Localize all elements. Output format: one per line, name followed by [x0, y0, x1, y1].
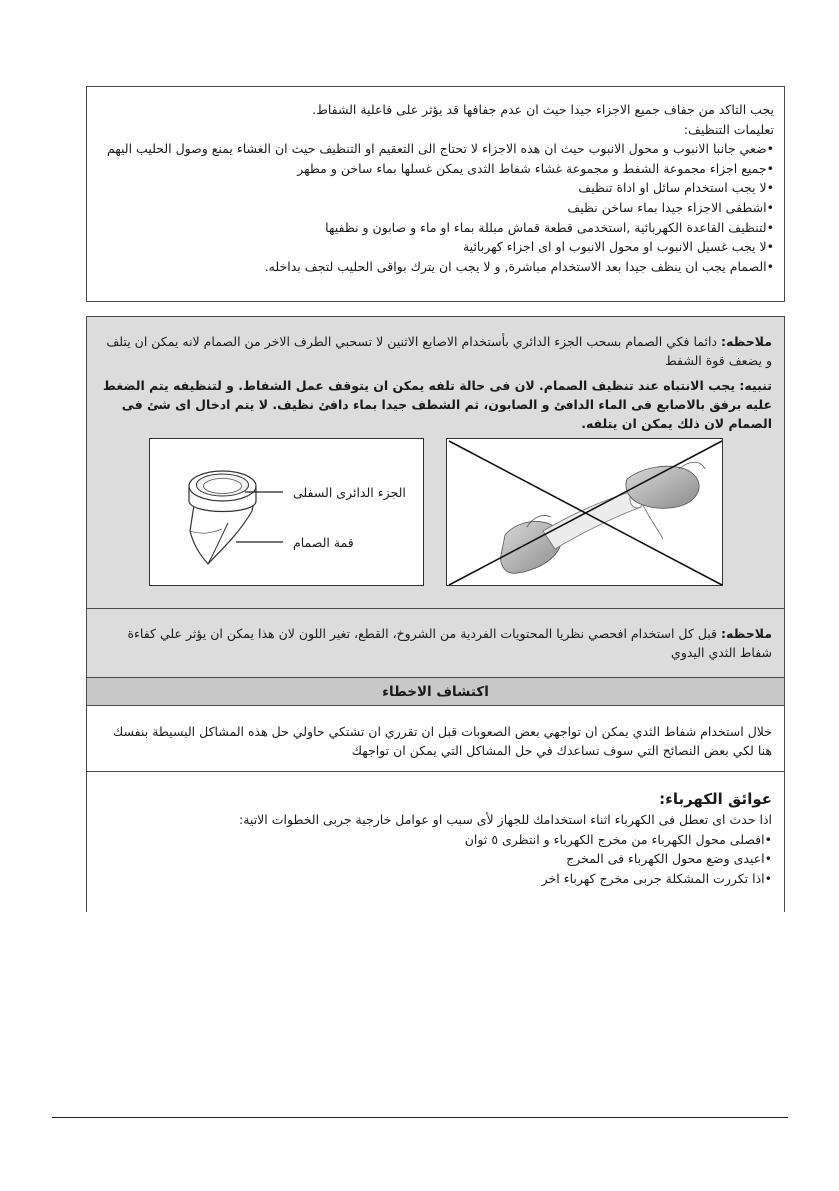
- power-step: •اعيدى وضع محول الكهرباء فى المخرج: [566, 851, 772, 866]
- cleaning-item: •لا يجب استخدام سائل او اداة تنظيف: [578, 180, 774, 196]
- cleaning-item: •ضعي جانبا الانبوب و محول الانبوب حيث ان هذه الاجزاء لا تحتاج الى التعقيم او التنظيف حيث ان الغشاء يمنع وصول الحليب اليهم: [106, 141, 774, 157]
- note-text: قبل كل استخدام افحصي نظريا المحتويات الفردية من الشروخ، القطع، تغير اللون لان هذا يمكن ان يؤثر علي كفاءة شفاط الثدي اليدوي: [127, 626, 772, 660]
- power-step: •افصلى محول الكهرباء من مخرج الكهرباء و انتظرى ٥ ثوان: [464, 831, 772, 847]
- valve-note: [99, 332, 772, 370]
- ring-label: الجزء الدائرى السفلى: [293, 485, 406, 500]
- note-text: دائما فكي الصمام بسحب الجزء الدائري بأستخدام الاصابع الاثنين لا تسحبي الطرف الاخر من الصمام لانه يمكن ان يتلف و يضعف قوة الشفط: [106, 334, 772, 368]
- valve-diagram: [149, 438, 424, 586]
- valve-warning: تنبيه: يجب الانتباه عند تنظيف الصمام. لان فى حالة تلفه يمكن ان يتوقف عمل الشفاط. و لتنظيفه يتم الضغط عليه برفق بالاصابع فى الماء الدافئ و الصابون، ثم الشطف جيدا بماء دافئ نظيف. لا يتم ادخال اى شئ فى الصمام لان ذلك يمكن ان يتلفه.: [103, 378, 772, 431]
- cleaning-item: •الصمام يجب ان ينظف جيدا بعد الاستخدام مباشرة, و لا يجب ان يترك بواقى الحليب لتجف بداخله.: [264, 258, 774, 274]
- footer-divider: [52, 1117, 788, 1118]
- power-step: •اذا تكررت المشكلة جربى مخرج كهرباء اخر: [541, 870, 772, 886]
- cleaning-item: •لا يجب غسيل الانبوب او محول الانبوب او اى اجزاء كهربائية: [462, 239, 774, 255]
- inspection-note-section: [87, 609, 784, 678]
- cleaning-instructions-heading: تعليمات التنظيف:: [683, 121, 774, 137]
- crossed-out-hands-photo: [447, 439, 724, 587]
- cleaning-item: •لتنظيف القاعدة الكهربائية ,استخدمى قطعة قماش مبللة بماء او ماء و صابون و نظفيها: [325, 219, 774, 235]
- troubleshooting-intro-section: [87, 706, 784, 772]
- troubleshooting-title: اكتشاف الاخطاء: [87, 678, 784, 706]
- valve-note-section: [87, 317, 784, 609]
- troubleshooting-intro: خلال استخدام شفاط الثدي يمكن ان تواجهي بعض الصعوبات قبل ان تقرري ان تشتكي حاولي حل هذه المشاكل البسيطة بنفسك هنا لكي بعض النصائح التي سوف تساعدك في حل المشاكل التي يمكن ان تواجهك: [112, 724, 772, 758]
- wrong-removal-illustration: [446, 438, 723, 586]
- notes-and-troubleshooting-box: [86, 316, 785, 912]
- cleaning-item: •اشطفى الاجزاء جيدا بماء ساخن نظيف: [567, 199, 774, 215]
- dry-parts-note: يجب التاكد من جفاف جميع الاجزاء جيدا حيث ان عدم جفافها قد يؤثر على فاعلية الشفاط.: [312, 102, 774, 117]
- cleaning-instructions-box: [86, 86, 785, 302]
- note-label: ملاحظه:: [721, 626, 772, 641]
- power-issues-intro: اذا حدث اى تعطل فى الكهرباء اثناء استخدامك للجهاز لأى سبب او عوامل خارجية جربى الخطوات الاتية:: [239, 812, 772, 827]
- valve-tip-label: قمة الصمام: [293, 535, 354, 550]
- cleaning-item: •جميع اجزاء مجموعة الشفط و مجموعة غشاء شفاط الثدى يمكن غسلها بماء ساخن و مطهر: [297, 160, 774, 176]
- power-issues-heading: عوائق الكهرباء:: [659, 790, 772, 808]
- power-issues-section: [87, 772, 784, 912]
- valve-drawing: [150, 439, 425, 587]
- inspection-note: [99, 624, 772, 662]
- note-label: ملاحظه:: [721, 334, 772, 349]
